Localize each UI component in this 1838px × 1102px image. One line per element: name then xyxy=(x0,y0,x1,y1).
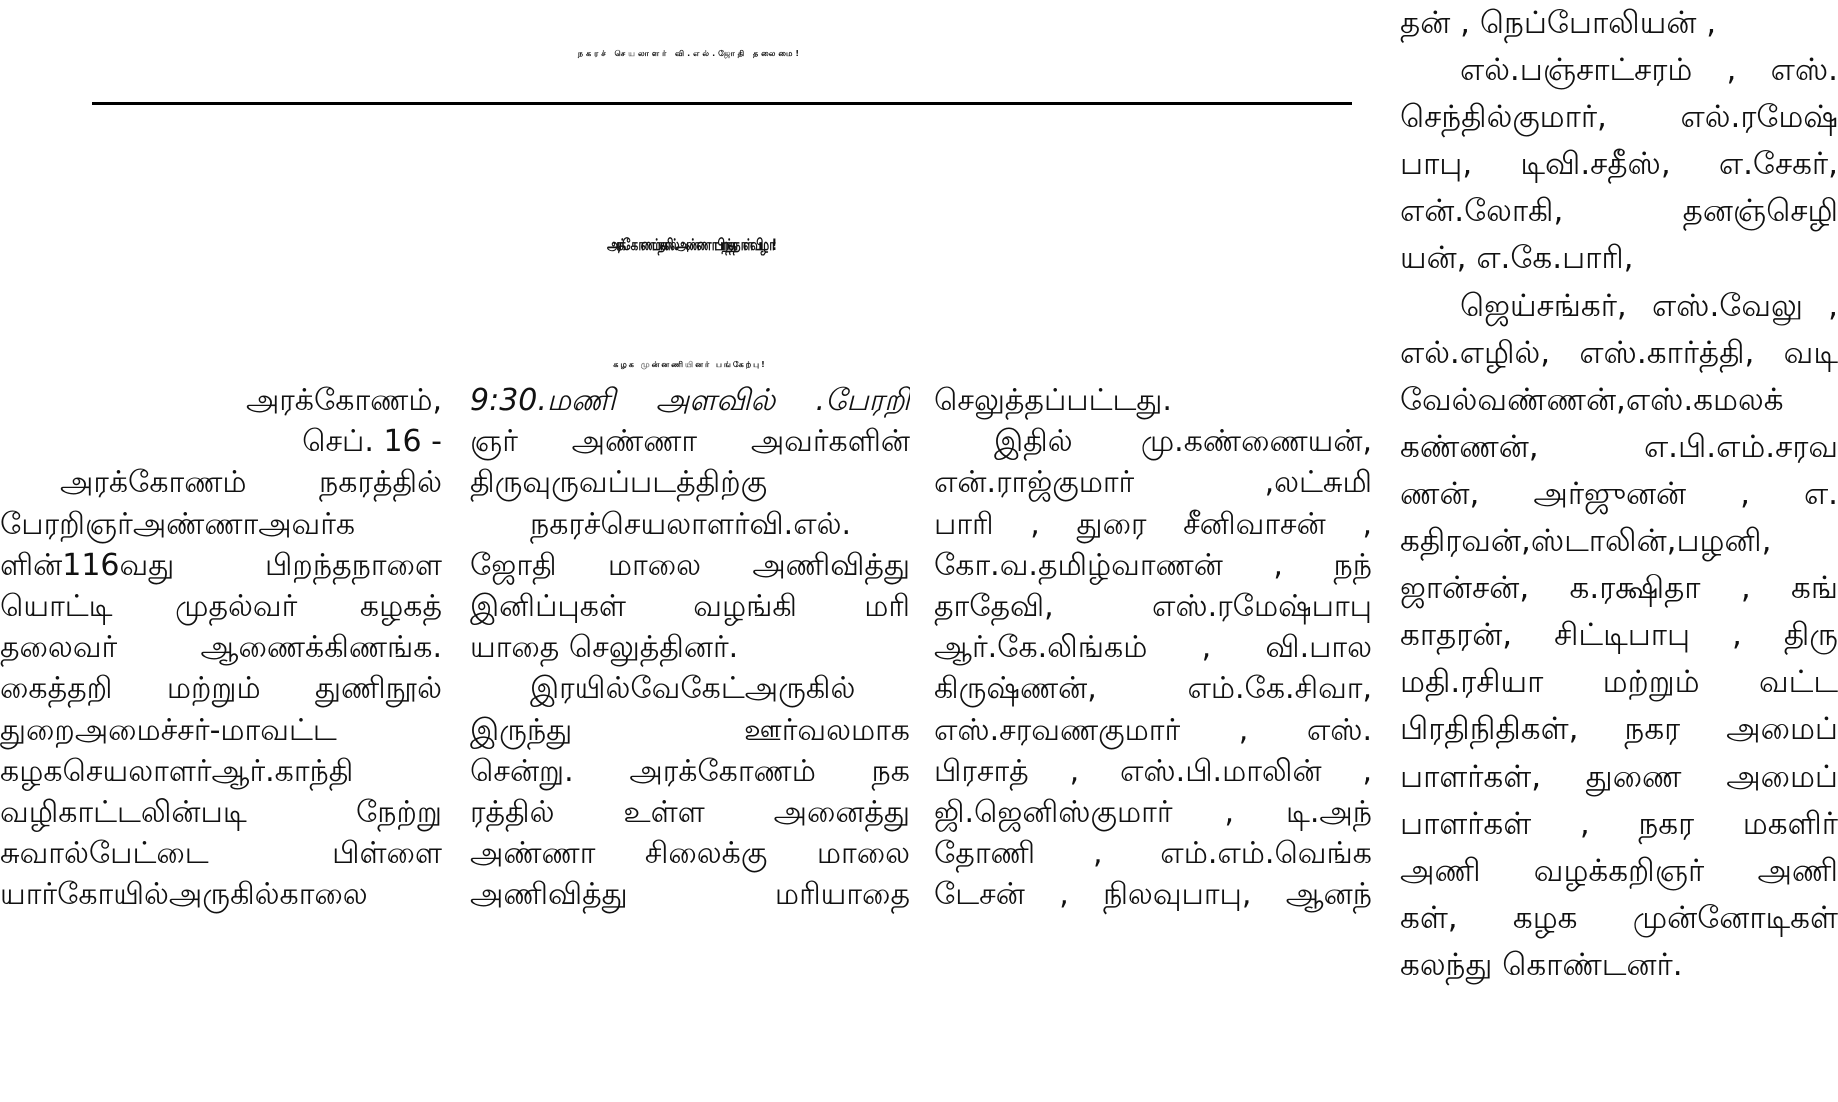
text-line: இனிப்புகள் வழங்கி மரி xyxy=(470,589,910,625)
text-line: அணி வழக்கறிஞர் அணி xyxy=(1400,852,1838,889)
text-line: ளின்116வது பிறந்தநாளை xyxy=(0,547,442,583)
text-line: கலந்து கொண்டனர். xyxy=(1400,946,1683,983)
text-line: இதில் மு.கண்ணையன், xyxy=(994,424,1372,460)
text-line: என்.ராஜ்குமார் ,லட்சுமி xyxy=(934,465,1372,501)
text-line: எல்.பஞ்சாட்சரம் , எஸ். xyxy=(1460,52,1838,89)
text-line: செந்தில்குமார், எல்.ரமேஷ் xyxy=(1400,99,1838,136)
article-column-4 xyxy=(1400,0,1838,989)
text-line: அண்ணா சிலைக்கு மாலை xyxy=(470,836,910,872)
text-line: ஜி.ஜெனிஸ்குமார் , டி.அந் xyxy=(934,795,1372,831)
text-line: யாதை செலுத்தினர். xyxy=(470,630,739,666)
text-line: ஜான்சன், க.ரக்ஷிதா , கங் xyxy=(1400,570,1838,607)
text-line: அரக்கோணம் நகரத்தில் xyxy=(60,465,442,501)
text-line: ஜோதி மாலை அணிவித்து xyxy=(470,547,910,583)
text-line: துறைஅமைச்சர்-மாவட்ட xyxy=(0,712,337,748)
headline-title: அரக்கோணம் நகரில் அண்ணா பிறந்த நாள் விழா! xyxy=(606,235,774,254)
text-line: தோணி , எம்.எம்.வெங்க xyxy=(934,836,1372,872)
article-column-3 xyxy=(934,380,1372,916)
text-line: எஸ்.சரவணகுமார் , எஸ். xyxy=(934,712,1372,748)
text-line: பாளர்கள் , நகர மகளிர் xyxy=(1400,805,1838,842)
article-column-2 xyxy=(470,380,910,916)
text-line: கிருஷ்ணன், எம்.கே.சிவா, xyxy=(934,671,1372,707)
text-line: வேல்வண்ணன்,எஸ்.கமலக் xyxy=(1400,381,1784,418)
text-line: இரயில்வேகேட்அருகில் xyxy=(530,671,856,707)
text-line: ஆர்.கே.லிங்கம் , வி.பால xyxy=(934,630,1372,666)
text-line: கழகசெயலாளர்ஆர்.காந்தி xyxy=(0,753,354,789)
text-line: அணிவித்து மரியாதை xyxy=(470,877,910,913)
text-line: வழிகாட்டலின்படி நேற்று xyxy=(0,795,442,831)
text-line: கண்ணன், எ.பி.எம்.சரவ xyxy=(1400,428,1838,465)
text-line: கள், கழக முன்னோடிகள் xyxy=(1400,899,1838,936)
text-line: இருந்து ஊர்வலமாக xyxy=(470,712,910,748)
text-line: தாதேவி, எஸ்.ரமேஷ்பாபு xyxy=(934,589,1372,625)
text-line: பாரி , துரை சீனிவாசன் , xyxy=(934,506,1372,542)
text-line: செலுத்தப்பட்டது. xyxy=(934,383,1172,418)
text-line: டேசன் , நிலவுபாபு, ஆனந் xyxy=(934,877,1372,913)
text-line: என்.லோகி, தனஞ்செழி xyxy=(1400,193,1838,230)
text-line: காதரன், சிட்டிபாபு , திரு xyxy=(1400,617,1838,654)
text-line: கதிரவன்,ஸ்டாலின்,பழனி, xyxy=(1400,523,1772,560)
headline-divider xyxy=(92,102,1352,105)
text-line: பிரசாத் , எஸ்.பி.மாலின் , xyxy=(934,753,1372,789)
text-line: திருவுருவப்படத்திற்கு xyxy=(470,465,768,501)
text-line: அரக்கோணம், xyxy=(245,383,442,418)
text-line: யார்கோயில்அருகில்காலை xyxy=(0,877,368,913)
text-line: மதி.ரசியா மற்றும் வட்ட xyxy=(1400,664,1838,701)
text-line: யொட்டி முதல்வர் கழகத் xyxy=(0,589,442,625)
text-line: செப். 16 - xyxy=(302,424,442,460)
text-line: ரத்தில் உள்ள அனைத்து xyxy=(470,795,910,831)
headline-subtitle: கழக முன்னணியினர் பங்கேற்பு! xyxy=(613,360,767,369)
text-line: நகரச்செயலாளர்வி.எல். xyxy=(530,506,852,542)
text-line: 9:30.மணி அளவில் .பேரறி xyxy=(470,383,910,418)
text-line: தன் , நெப்போலியன் , xyxy=(1400,5,1717,41)
text-line: பிரதிநிதிகள், நகர அமைப் xyxy=(1400,711,1838,748)
text-line: தலைவர் ஆணைக்கிணங்க. xyxy=(0,630,442,666)
headline-supertitle: நகரச் செயலாளர் வி.எல்.ஜோதி தலைமை! xyxy=(577,49,803,58)
text-line: கோ.வ.தமிழ்வாணன் , நந் xyxy=(934,547,1372,583)
article-column-1 xyxy=(0,380,442,916)
text-line: எல்.எழில், எஸ்.கார்த்தி, வடி xyxy=(1400,334,1838,371)
text-line: ஞர் அண்ணா அவர்களின் xyxy=(470,424,910,460)
text-line: சுவால்பேட்டை பிள்ளை xyxy=(0,836,442,872)
text-line: பாபு, டிவி.சதீஸ், எ.சேகர், xyxy=(1400,146,1838,183)
text-line: பாளர்கள், துணை அமைப் xyxy=(1400,758,1838,795)
text-line: ஜெய்சங்கர், எஸ்.வேலு , xyxy=(1460,287,1838,324)
text-line: யன், எ.கே.பாரி, xyxy=(1400,240,1634,277)
text-line: ணன், அர்ஜுனன் , எ. xyxy=(1400,475,1838,512)
text-line: சென்று. அரக்கோணம் நக xyxy=(470,753,910,789)
text-line: பேரறிஞர்அண்ணாஅவர்க xyxy=(0,506,356,542)
text-line: கைத்தறி மற்றும் துணிநூல் xyxy=(0,671,442,707)
